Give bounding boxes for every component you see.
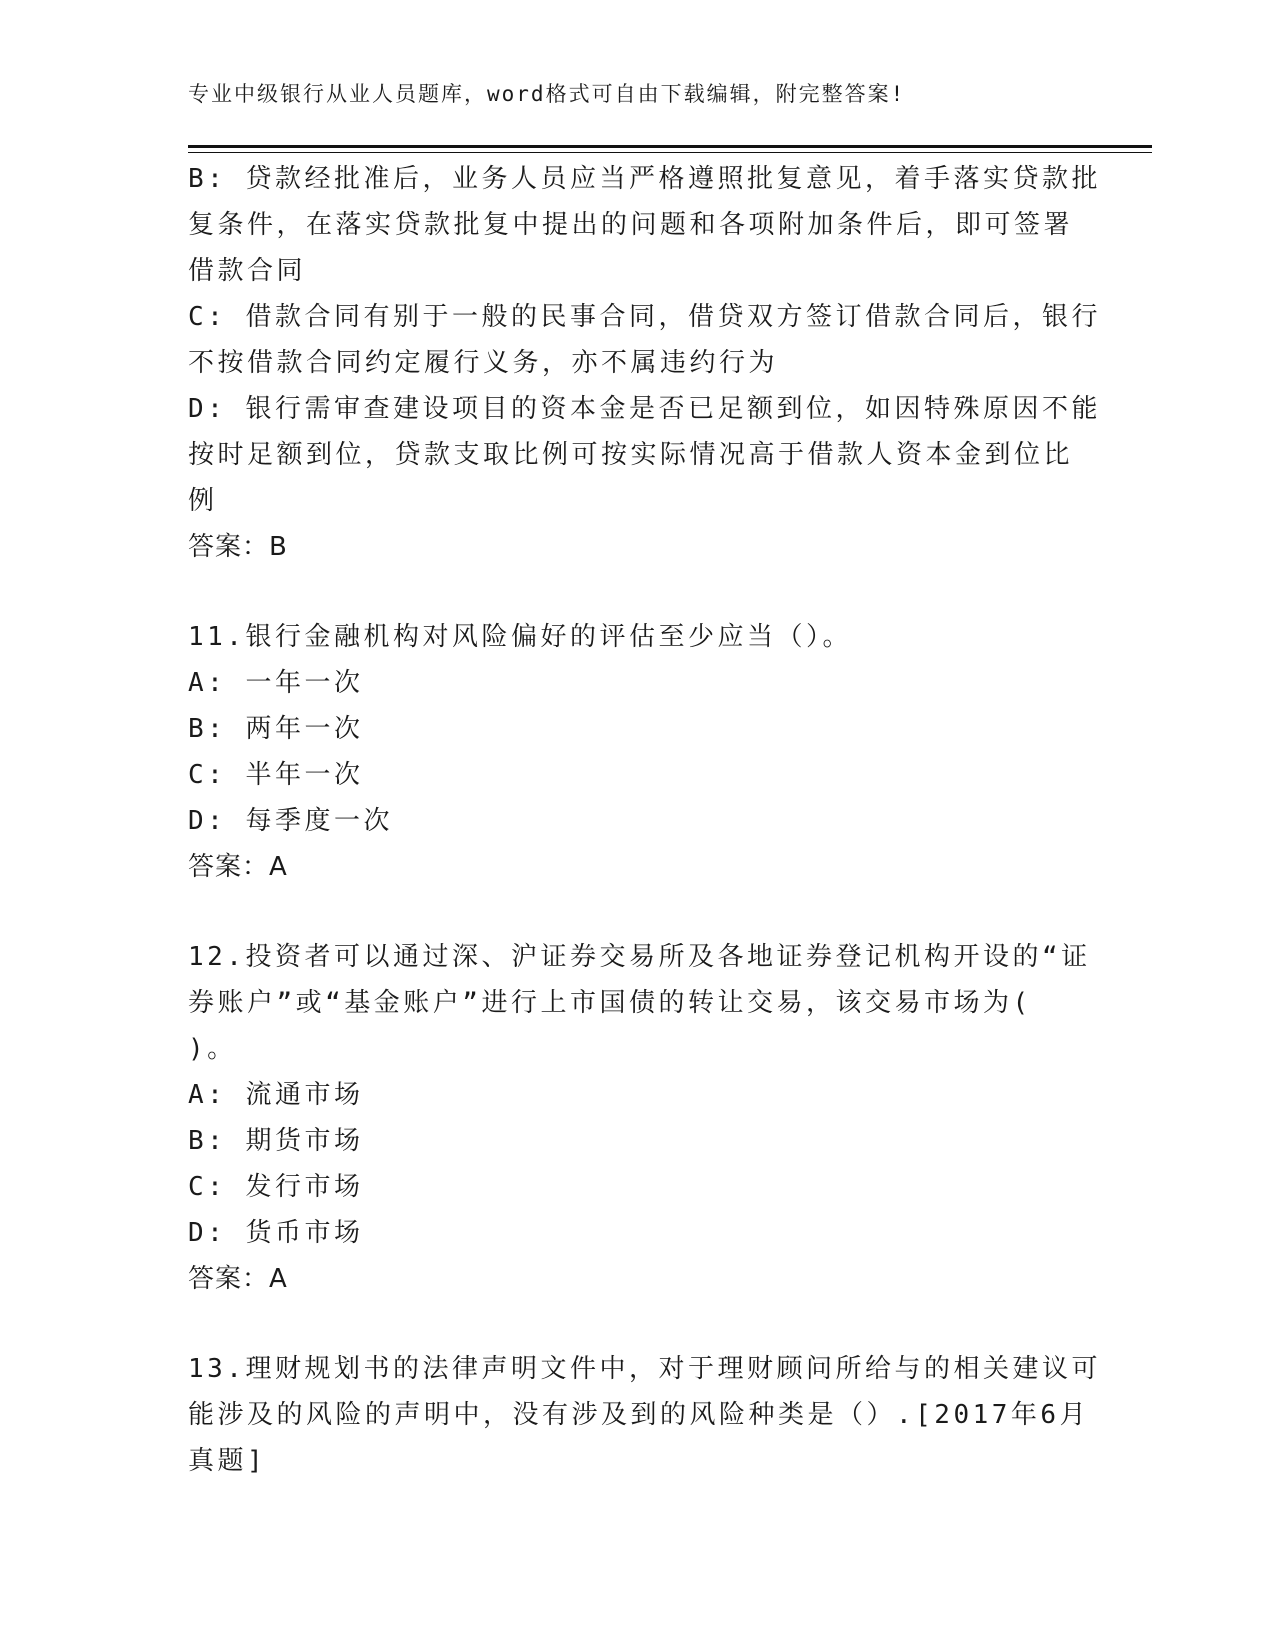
q11-option-b: B: 两年一次 xyxy=(188,714,364,744)
question-13-line: 能涉及的风险的声明中，没有涉及到的风险种类是（）.[2017年6月 xyxy=(188,1400,1090,1430)
q11-option-c: C: 半年一次 xyxy=(188,760,364,790)
option-c-line: 不按借款合同约定履行义务，亦不属违约行为 xyxy=(188,348,779,378)
answer-10: 答案：B xyxy=(188,532,288,562)
question-12-line: )。 xyxy=(188,1034,237,1064)
header-divider-thick xyxy=(188,145,1152,148)
paragraph-gap xyxy=(188,890,1108,934)
option-d-line: 按时足额到位，贷款支取比例可按实际情况高于借款人资本金到位比 xyxy=(188,440,1074,470)
q12-option-c: C: 发行市场 xyxy=(188,1172,364,1202)
option-b-line: 借款合同 xyxy=(188,256,307,286)
question-13-line: 真题] xyxy=(188,1446,267,1476)
q12-option-a: A: 流通市场 xyxy=(188,1080,364,1110)
q12-option-d: D: 货币市场 xyxy=(188,1218,364,1248)
question-13-line: 13.理财规划书的法律声明文件中，对于理财顾问所给与的相关建议可 xyxy=(188,1354,1101,1384)
answer-12: 答案：A xyxy=(188,1264,288,1294)
document-body xyxy=(188,156,1108,1484)
paragraph-gap xyxy=(188,1302,1108,1346)
q11-option-a: A: 一年一次 xyxy=(188,668,364,698)
option-d-line: 例 xyxy=(188,486,218,516)
option-d-line: D: 银行需审查建设项目的资本金是否已足额到位，如因特殊原因不能 xyxy=(188,394,1101,424)
header-divider-thin xyxy=(188,152,1152,153)
question-11-line: 11.银行金融机构对风险偏好的评估至少应当（）。 xyxy=(188,622,852,652)
answer-11: 答案：A xyxy=(188,852,288,882)
q11-option-d: D: 每季度一次 xyxy=(188,806,393,836)
paragraph-gap xyxy=(188,570,1108,614)
option-b-line: 复条件，在落实贷款批复中提出的问题和各项附加条件后，即可签署 xyxy=(188,210,1074,240)
q12-option-b: B: 期货市场 xyxy=(188,1126,364,1156)
option-c-line: C: 借款合同有别于一般的民事合同，借贷双方签订借款合同后，银行 xyxy=(188,302,1101,332)
option-b-line: B: 贷款经批准后，业务人员应当严格遵照批复意见，着手落实贷款批 xyxy=(188,164,1101,194)
question-12-line: 券账户”或“基金账户”进行上市国债的转让交易，该交易市场为( xyxy=(188,988,1032,1018)
page-header-title: 专业中级银行从业人员题库，word格式可自由下载编辑，附完整答案! xyxy=(188,82,906,106)
question-12-line: 12.投资者可以通过深、沪证券交易所及各地证券登记机构开设的“证 xyxy=(188,942,1091,972)
